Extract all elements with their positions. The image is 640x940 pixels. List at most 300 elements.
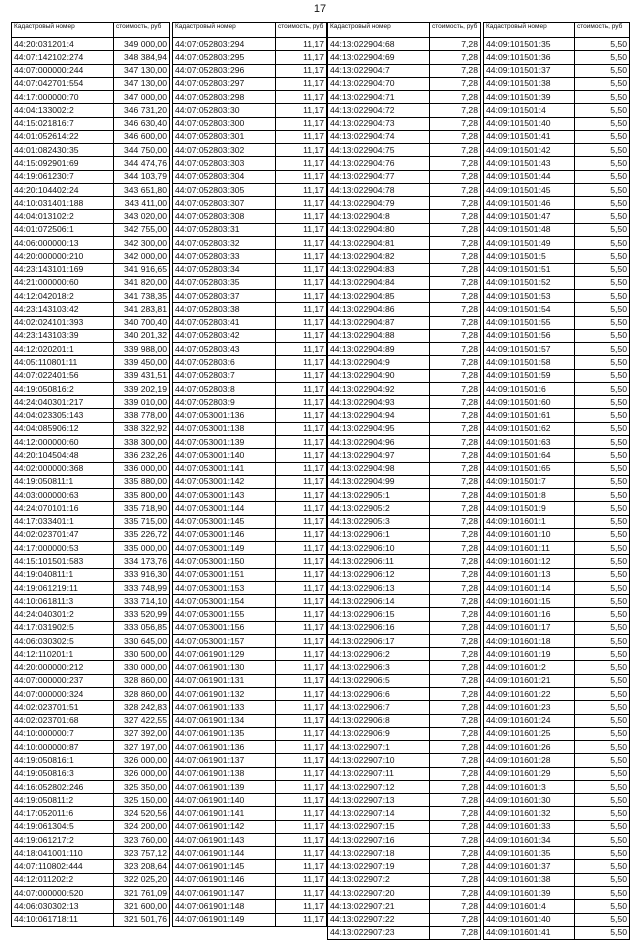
table-row [12, 807, 170, 820]
cost-cell: 5,50 [575, 316, 630, 329]
cost-cell: 339 202,19 [114, 382, 170, 395]
cadastral-number-cell: 44:07:061901:131 [173, 674, 276, 687]
cadastral-number-cell: 44:07:053001:150 [173, 555, 276, 568]
table-row [12, 117, 170, 130]
table-row [173, 674, 327, 687]
cadastral-number-cell: 44:07:052803:38 [173, 303, 276, 316]
cadastral-number-cell: 44:09:101501:4 [484, 104, 575, 117]
cost-cell: 7,28 [430, 887, 481, 900]
table-row [173, 688, 327, 701]
cost-cell: 11,17 [276, 117, 327, 130]
cadastral-number-cell: 44:23:143103:39 [12, 329, 114, 342]
cadastral-number-cell: 44:13:022905:2 [328, 502, 430, 515]
table-row [484, 621, 630, 634]
cadastral-number-cell: 44:07:022401:56 [12, 369, 114, 382]
cost-cell: 5,50 [575, 210, 630, 223]
cadastral-number-cell: 44:09:101601:32 [484, 807, 575, 820]
cost-cell: 5,50 [575, 489, 630, 502]
table-row [484, 157, 630, 170]
cost-cell: 7,28 [430, 117, 481, 130]
cadastral-number-cell: 44:13:022904:73 [328, 117, 430, 130]
cadastral-number-cell: 44:13:022904:72 [328, 104, 430, 117]
cost-cell: 7,28 [430, 435, 481, 448]
cadastral-number-cell: 44:09:101601:2 [484, 661, 575, 674]
cadastral-number-cell: 44:13:022904:93 [328, 396, 430, 409]
table-row [173, 887, 327, 900]
cadastral-number-cell: 44:09:101601:39 [484, 887, 575, 900]
cadastral-number-cell: 44:13:022906:1 [328, 528, 430, 541]
table-row [484, 780, 630, 793]
table-row [484, 104, 630, 117]
table-row [484, 276, 630, 289]
table-row [12, 900, 170, 913]
cost-cell: 11,17 [276, 462, 327, 475]
cost-cell: 11,17 [276, 833, 327, 846]
cost-cell: 336 000,00 [114, 462, 170, 475]
cost-cell: 7,28 [430, 634, 481, 647]
cost-cell: 5,50 [575, 475, 630, 488]
table-row [484, 714, 630, 727]
cost-cell: 11,17 [276, 210, 327, 223]
cost-cell: 7,28 [430, 343, 481, 356]
cost-cell: 11,17 [276, 701, 327, 714]
cost-cell: 7,28 [430, 263, 481, 276]
cost-cell: 11,17 [276, 223, 327, 236]
cost-cell: 11,17 [276, 714, 327, 727]
table-row [173, 183, 327, 196]
cost-cell: 11,17 [276, 396, 327, 409]
cost-cell: 339 988,00 [114, 343, 170, 356]
cost-cell: 5,50 [575, 130, 630, 143]
table-row [173, 303, 327, 316]
cadastral-number-cell: 44:13:022906:2 [328, 648, 430, 661]
cadastral-number-cell: 44:09:101501:5 [484, 250, 575, 263]
cadastral-number-cell: 44:15:092901:69 [12, 157, 114, 170]
table-row [12, 767, 170, 780]
table-row [173, 343, 327, 356]
table-row [484, 263, 630, 276]
cadastral-number-cell: 44:09:101501:36 [484, 51, 575, 64]
table-row [328, 674, 481, 687]
cadastral-number-cell: 44:10:000000:87 [12, 741, 114, 754]
header-cadastral-number: Кадастровый номер [12, 23, 114, 38]
cadastral-number-cell: 44:07:052803:302 [173, 144, 276, 157]
cadastral-number-cell: 44:09:101501:44 [484, 170, 575, 183]
table-row [173, 290, 327, 303]
cadastral-number-cell: 44:07:052803:33 [173, 250, 276, 263]
table-row [173, 860, 327, 873]
cadastral-number-cell: 44:09:101501:46 [484, 197, 575, 210]
cost-cell: 5,50 [575, 51, 630, 64]
cost-cell: 347 130,00 [114, 64, 170, 77]
cadastral-number-cell: 44:07:053001:145 [173, 515, 276, 528]
cadastral-number-cell: 44:09:101601:26 [484, 741, 575, 754]
cadastral-number-cell: 44:13:022906:17 [328, 634, 430, 647]
cadastral-number-cell: 44:07:053001:157 [173, 634, 276, 647]
cadastral-table-3 [327, 22, 481, 940]
table-row [328, 634, 481, 647]
cost-cell: 11,17 [276, 64, 327, 77]
cadastral-number-cell: 44:07:052803:7 [173, 369, 276, 382]
cost-cell: 7,28 [430, 489, 481, 502]
table-row [173, 475, 327, 488]
cost-cell: 11,17 [276, 91, 327, 104]
cost-cell: 11,17 [276, 104, 327, 117]
cost-cell: 7,28 [430, 714, 481, 727]
cost-cell: 5,50 [575, 741, 630, 754]
cost-cell: 11,17 [276, 343, 327, 356]
cadastral-number-cell: 44:09:101601:4 [484, 900, 575, 913]
table-row [173, 754, 327, 767]
table-row [12, 183, 170, 196]
cost-cell: 5,50 [575, 887, 630, 900]
cadastral-number-cell: 44:07:052803:300 [173, 117, 276, 130]
cadastral-number-cell: 44:16:052802:246 [12, 780, 114, 793]
cost-cell: 330 000,00 [114, 661, 170, 674]
cadastral-number-cell: 44:13:022907:23 [328, 926, 430, 939]
table-row [173, 727, 327, 740]
cadastral-number-cell: 44:09:101601:11 [484, 542, 575, 555]
cadastral-number-cell: 44:13:022906:3 [328, 661, 430, 674]
cost-cell: 325 350,00 [114, 780, 170, 793]
cost-cell: 5,50 [575, 502, 630, 515]
table-row [328, 382, 481, 395]
cadastral-number-cell: 44:13:022906:11 [328, 555, 430, 568]
table-row [12, 276, 170, 289]
cadastral-number-cell: 44:09:101601:33 [484, 820, 575, 833]
table-row [484, 887, 630, 900]
cadastral-number-cell: 44:01:072506:1 [12, 223, 114, 236]
cost-cell: 341 283,81 [114, 303, 170, 316]
table-row [173, 701, 327, 714]
table-row [328, 489, 481, 502]
table-row [173, 236, 327, 249]
cadastral-number-cell: 44:07:061901:142 [173, 820, 276, 833]
cost-cell: 5,50 [575, 688, 630, 701]
cost-cell: 11,17 [276, 475, 327, 488]
table-row [12, 820, 170, 833]
cost-cell: 338 322,92 [114, 422, 170, 435]
cost-cell: 347 130,00 [114, 77, 170, 90]
cadastral-number-cell: 44:09:101501:61 [484, 409, 575, 422]
cadastral-number-cell: 44:07:061901:138 [173, 767, 276, 780]
cadastral-number-cell: 44:07:000000:520 [12, 887, 114, 900]
cadastral-number-cell: 44:07:052803:294 [173, 38, 276, 51]
cost-cell: 11,17 [276, 449, 327, 462]
cost-cell: 335 800,00 [114, 489, 170, 502]
table-row [12, 741, 170, 754]
cadastral-number-cell: 44:13:022906:7 [328, 701, 430, 714]
cost-cell: 11,17 [276, 316, 327, 329]
cost-cell: 11,17 [276, 900, 327, 913]
table-row [12, 263, 170, 276]
table-row [173, 794, 327, 807]
cost-cell: 5,50 [575, 343, 630, 356]
cadastral-number-cell: 44:07:061901:146 [173, 873, 276, 886]
table-row [12, 449, 170, 462]
cadastral-number-cell: 44:09:101501:57 [484, 343, 575, 356]
cost-cell: 7,28 [430, 223, 481, 236]
cadastral-number-cell: 44:12:011202:2 [12, 873, 114, 886]
cost-cell: 11,17 [276, 727, 327, 740]
cost-cell: 321 501,76 [114, 913, 170, 926]
table-row [484, 555, 630, 568]
cost-cell: 11,17 [276, 369, 327, 382]
table-row [173, 913, 327, 926]
cadastral-number-cell: 44:13:022904:70 [328, 77, 430, 90]
cadastral-number-cell: 44:10:031401:188 [12, 197, 114, 210]
cadastral-number-cell: 44:24:040301:2 [12, 608, 114, 621]
cost-cell: 7,28 [430, 621, 481, 634]
table-row [12, 250, 170, 263]
header-cost: стоимость, руб [575, 23, 630, 38]
table-row [12, 555, 170, 568]
cost-cell: 11,17 [276, 250, 327, 263]
table-row [484, 144, 630, 157]
cadastral-number-cell: 44:07:061901:135 [173, 727, 276, 740]
table-row [328, 688, 481, 701]
table-row [12, 913, 170, 926]
cost-cell: 11,17 [276, 634, 327, 647]
cost-cell: 333 916,30 [114, 568, 170, 581]
cost-cell: 338 300,00 [114, 435, 170, 448]
table-row [484, 130, 630, 143]
cost-cell: 5,50 [575, 157, 630, 170]
cost-cell: 5,50 [575, 807, 630, 820]
cost-cell: 343 651,80 [114, 183, 170, 196]
cadastral-number-cell: 44:07:052803:9 [173, 396, 276, 409]
cadastral-number-cell: 44:09:101501:64 [484, 449, 575, 462]
table-row [12, 316, 170, 329]
cost-cell: 11,17 [276, 276, 327, 289]
cadastral-number-cell: 44:07:053001:142 [173, 475, 276, 488]
table-row [173, 51, 327, 64]
table-row [173, 634, 327, 647]
cost-cell: 323 757,12 [114, 847, 170, 860]
cost-cell: 7,28 [430, 157, 481, 170]
cost-cell: 344 750,00 [114, 144, 170, 157]
cost-cell: 346 630,40 [114, 117, 170, 130]
cost-cell: 333 748,99 [114, 581, 170, 594]
table-row [328, 236, 481, 249]
cadastral-number-cell: 44:13:022906:16 [328, 621, 430, 634]
cost-cell: 11,17 [276, 144, 327, 157]
table-row [173, 223, 327, 236]
cost-cell: 5,50 [575, 38, 630, 51]
cost-cell: 323 208,64 [114, 860, 170, 873]
table-row [12, 515, 170, 528]
cadastral-number-cell: 44:07:053001:139 [173, 435, 276, 448]
cost-cell: 7,28 [430, 250, 481, 263]
cost-cell: 7,28 [430, 595, 481, 608]
header-cost: стоимость, руб [430, 23, 481, 38]
cost-cell: 7,28 [430, 422, 481, 435]
cost-cell: 5,50 [575, 409, 630, 422]
cost-cell: 342 300,00 [114, 236, 170, 249]
cost-cell: 5,50 [575, 754, 630, 767]
cadastral-number-cell: 44:07:052803:301 [173, 130, 276, 143]
cadastral-number-cell: 44:09:101601:37 [484, 860, 575, 873]
table-row [328, 91, 481, 104]
cost-cell: 338 778,00 [114, 409, 170, 422]
table-row [12, 714, 170, 727]
cost-cell: 7,28 [430, 38, 481, 51]
table-row [12, 38, 170, 51]
table-row [484, 422, 630, 435]
cost-cell: 327 422,55 [114, 714, 170, 727]
table-row [484, 807, 630, 820]
cadastral-number-cell: 44:13:022907:11 [328, 767, 430, 780]
cadastral-number-cell: 44:07:061901:130 [173, 661, 276, 674]
cost-cell: 11,17 [276, 51, 327, 64]
cost-cell: 5,50 [575, 356, 630, 369]
table-row [12, 688, 170, 701]
cadastral-number-cell: 44:09:101601:25 [484, 727, 575, 740]
cadastral-number-cell: 44:13:022904:89 [328, 343, 430, 356]
table-row [484, 382, 630, 395]
cost-cell: 11,17 [276, 873, 327, 886]
cadastral-number-cell: 44:13:022904:82 [328, 250, 430, 263]
cadastral-number-cell: 44:07:052803:41 [173, 316, 276, 329]
table-row [484, 435, 630, 448]
cadastral-number-cell: 44:17:052011:6 [12, 807, 114, 820]
cost-cell: 339 431,51 [114, 369, 170, 382]
table-row [12, 727, 170, 740]
cadastral-number-cell: 44:07:052803:305 [173, 183, 276, 196]
cost-cell: 7,28 [430, 661, 481, 674]
table-row [12, 847, 170, 860]
cost-cell: 7,28 [430, 926, 481, 939]
table-row [328, 303, 481, 316]
table-row [12, 780, 170, 793]
table-row [12, 595, 170, 608]
cost-cell: 11,17 [276, 382, 327, 395]
cost-cell: 7,28 [430, 475, 481, 488]
cost-cell: 11,17 [276, 38, 327, 51]
cadastral-number-cell: 44:15:101501:583 [12, 555, 114, 568]
table-row [173, 847, 327, 860]
cost-cell: 7,28 [430, 701, 481, 714]
table-row [328, 542, 481, 555]
table-row [12, 77, 170, 90]
cadastral-number-cell: 44:09:101501:40 [484, 117, 575, 130]
cost-cell: 5,50 [575, 144, 630, 157]
cadastral-number-cell: 44:10:000000:7 [12, 727, 114, 740]
cost-cell: 5,50 [575, 303, 630, 316]
cadastral-number-cell: 44:07:000000:244 [12, 64, 114, 77]
table-row [484, 860, 630, 873]
table-row [328, 847, 481, 860]
cost-cell: 342 755,00 [114, 223, 170, 236]
cadastral-number-cell: 44:09:101601:12 [484, 555, 575, 568]
table-row [12, 91, 170, 104]
table-row [328, 449, 481, 462]
cadastral-number-cell: 44:07:052803:304 [173, 170, 276, 183]
table-row [484, 502, 630, 515]
table-row [12, 701, 170, 714]
table-row [12, 754, 170, 767]
cadastral-number-cell: 44:06:030302:5 [12, 634, 114, 647]
cost-cell: 7,28 [430, 462, 481, 475]
cadastral-number-cell: 44:07:052803:6 [173, 356, 276, 369]
cadastral-number-cell: 44:09:101501:42 [484, 144, 575, 157]
table-row [328, 343, 481, 356]
table-row [328, 170, 481, 183]
cost-cell: 7,28 [430, 847, 481, 860]
cost-cell: 11,17 [276, 356, 327, 369]
cadastral-number-cell: 44:07:053001:143 [173, 489, 276, 502]
cadastral-number-cell: 44:07:052803:34 [173, 263, 276, 276]
cadastral-number-cell: 44:07:061901:147 [173, 887, 276, 900]
cadastral-number-cell: 44:13:022906:13 [328, 581, 430, 594]
table-row [484, 754, 630, 767]
table-row [484, 661, 630, 674]
table-row [12, 462, 170, 475]
table-row [328, 568, 481, 581]
cadastral-number-cell: 44:13:022904:99 [328, 475, 430, 488]
table-row [12, 329, 170, 342]
cost-cell: 5,50 [575, 794, 630, 807]
cost-cell: 11,17 [276, 688, 327, 701]
cadastral-number-cell: 44:20:000000:210 [12, 250, 114, 263]
table-row [484, 595, 630, 608]
table-row [484, 356, 630, 369]
header-cadastral-number: Кадастровый номер [484, 23, 575, 38]
table-row [484, 183, 630, 196]
cadastral-number-cell: 44:07:042701:554 [12, 77, 114, 90]
cadastral-number-cell: 44:07:000000:237 [12, 674, 114, 687]
cost-cell: 5,50 [575, 183, 630, 196]
cost-cell: 11,17 [276, 820, 327, 833]
header-cost: стоимость, руб [276, 23, 327, 38]
table-row [12, 382, 170, 395]
table-row [484, 847, 630, 860]
cost-cell: 11,17 [276, 157, 327, 170]
table-row [173, 382, 327, 395]
table-row [173, 661, 327, 674]
cost-cell: 328 860,00 [114, 674, 170, 687]
cadastral-number-cell: 44:13:022904:96 [328, 435, 430, 448]
table-row [328, 117, 481, 130]
cost-cell: 11,17 [276, 329, 327, 342]
table-row [328, 157, 481, 170]
table-row [328, 860, 481, 873]
cadastral-number-cell: 44:09:101501:6 [484, 382, 575, 395]
table-row [328, 64, 481, 77]
table-row [173, 714, 327, 727]
cadastral-number-cell: 44:13:022905:3 [328, 515, 430, 528]
table-row [12, 475, 170, 488]
table-row [173, 316, 327, 329]
cadastral-number-cell: 44:07:052803:298 [173, 91, 276, 104]
cost-cell: 7,28 [430, 873, 481, 886]
table-row [328, 648, 481, 661]
cost-cell: 7,28 [430, 688, 481, 701]
cost-cell: 7,28 [430, 528, 481, 541]
cadastral-number-cell: 44:19:061219:11 [12, 581, 114, 594]
cost-cell: 7,28 [430, 913, 481, 926]
cadastral-number-cell: 44:09:101501:55 [484, 316, 575, 329]
table-row [484, 926, 630, 939]
cost-cell: 11,17 [276, 568, 327, 581]
table-row [12, 873, 170, 886]
table-row [12, 435, 170, 448]
cost-cell: 7,28 [430, 356, 481, 369]
table-row [484, 475, 630, 488]
cadastral-number-cell: 44:07:052803:308 [173, 210, 276, 223]
cadastral-number-cell: 44:07:061901:141 [173, 807, 276, 820]
cadastral-number-cell: 44:07:061901:143 [173, 833, 276, 846]
